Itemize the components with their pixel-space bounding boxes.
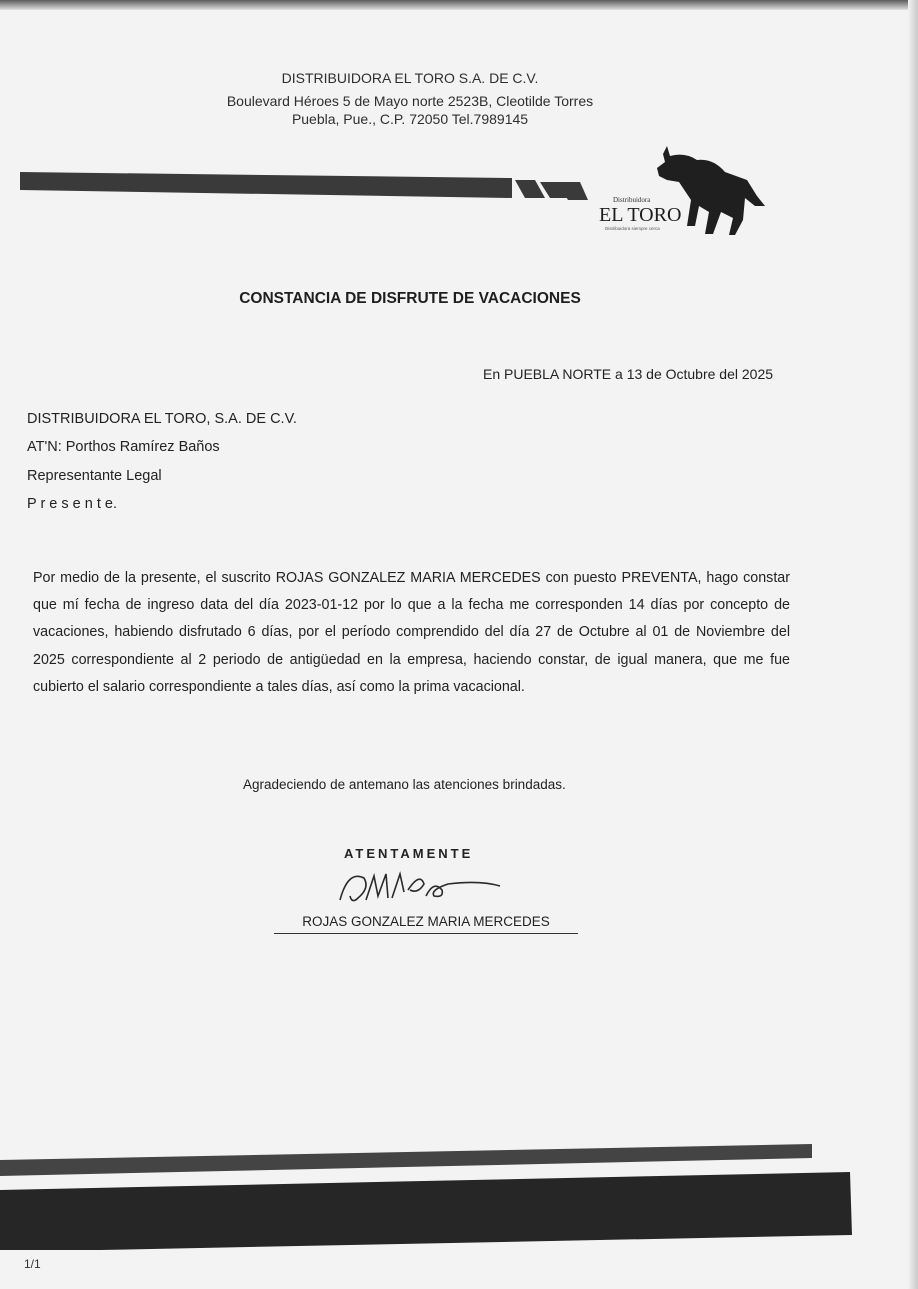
right-shadow xyxy=(908,0,918,1289)
top-shadow xyxy=(0,0,918,10)
page-number: 1/1 xyxy=(24,1257,41,1271)
logo-tagline: Distribuidora siempre cerca xyxy=(605,226,660,231)
body-paragraph: Por medio de la presente, el suscrito ROJAS GONZALEZ MARIA MERCEDES con puesto PREVENTA, hago constar que mí fecha de ingreso data del día 2023-01-12 por lo que a la fecha me corresponden 14 días por concepto de vacaciones, habiendo disfrutado 6 días, por el período comprendido del día 27 de Octubre al 01 de Noviembre del 2025 correspondiente al 2 periodo de antigüedad en la empresa, haciendo constar, de igual manera, que me fue cubierto el salario correspondiente a tales días, así como la prima vacacional. xyxy=(33,570,790,695)
thanks-line: Agradeciendo de antemano las atenciones brindadas. xyxy=(243,777,566,792)
closing: ATENTAMENTE xyxy=(344,846,474,861)
signer-name: ROJAS GONZALEZ MARIA MERCEDES xyxy=(274,914,578,934)
recipient-presente: P r e s e n t e. xyxy=(27,496,118,512)
recipient-company: DISTRIBUIDORA EL TORO, S.A. DE C.V. xyxy=(27,411,297,427)
document-title: CONSTANCIA DE DISFRUTE DE VACACIONES xyxy=(239,290,581,307)
el-toro-logo xyxy=(595,140,770,240)
company-name: DISTRIBUIDORA EL TORO S.A. DE C.V. xyxy=(281,70,539,86)
logo-brand: EL TORO xyxy=(599,204,682,226)
logo-small-text: Distribuidora xyxy=(613,196,651,204)
company-address-line1: Boulevard Héroes 5 de Mayo norte 2523B, Cleotilde Torres xyxy=(226,93,594,109)
header-band xyxy=(0,168,600,202)
company-address-line2: Puebla, Pue., C.P. 72050 Tel.7989145 xyxy=(291,111,529,127)
recipient-attention: AT'N: Porthos Ramírez Baños xyxy=(27,439,220,455)
recipient-role: Representante Legal xyxy=(27,468,162,484)
signature xyxy=(330,860,510,910)
footer-band xyxy=(0,1140,918,1250)
place-date: En PUEBLA NORTE a 13 de Octubre del 2025 xyxy=(483,366,774,382)
